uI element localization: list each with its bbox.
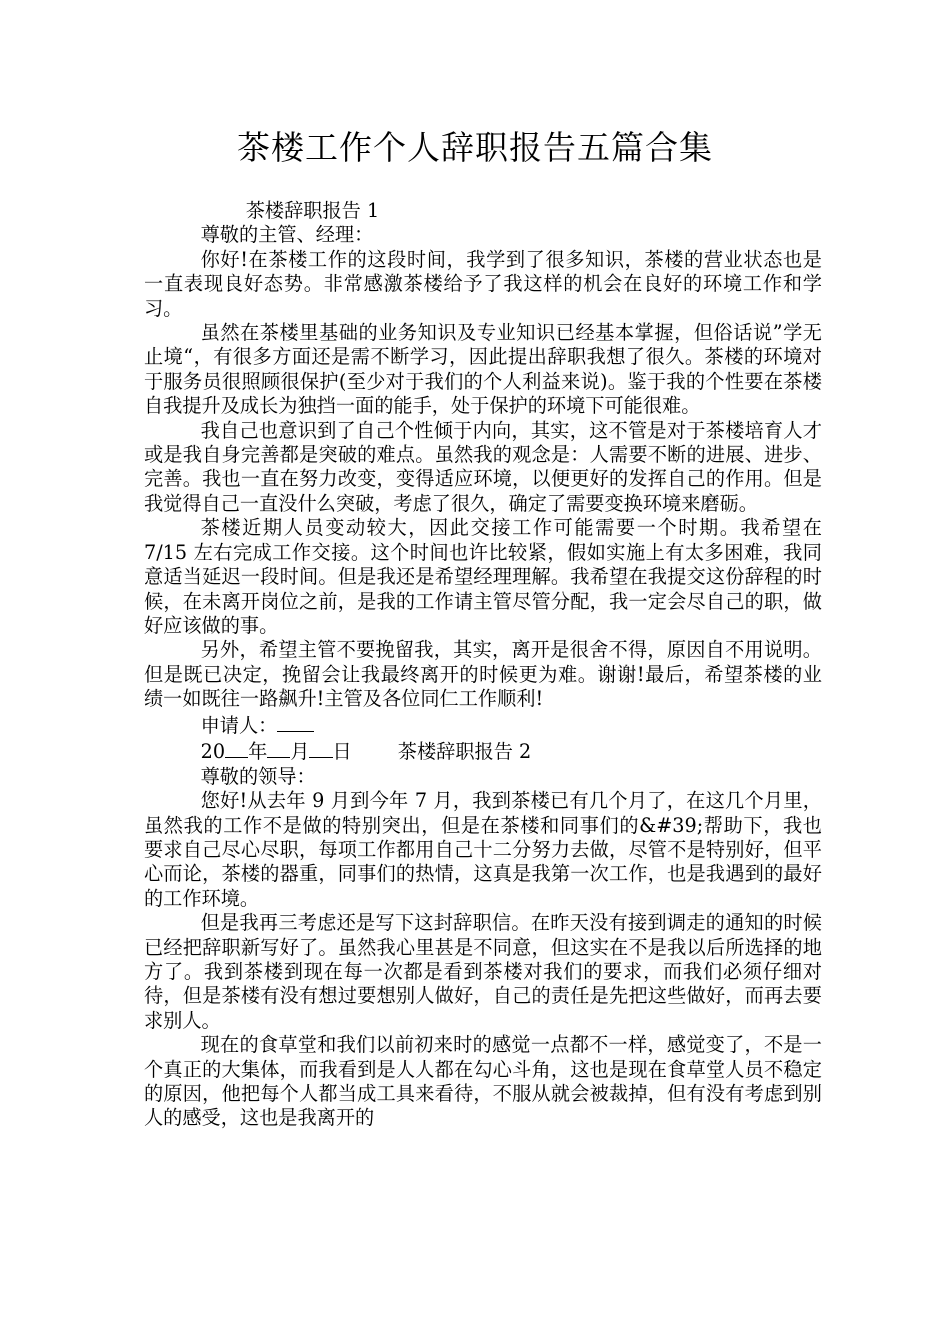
report1-paragraph-1: 你好!在茶楼工作的这段时间，我学到了很多知识，茶楼的营业状态也是一直表现良好态势。非常感激茶楼给予了我这样的机会在良好的环境工作和学习。 <box>144 247 822 320</box>
report1-salutation: 尊敬的主管、经理： <box>200 223 374 247</box>
report2-paragraph-2: 但是我再三考虑还是写下这封辞职信。在昨天没有接到调走的通知的时候已经把辞职新写好了。虽然我心里甚是不同意，但这实在不是我以后所选择的地方了。我到茶楼到现在每一次都是看到茶楼对我们的要求，而我们必须仔细对待，但是茶楼有没有想过要想别人做好，自己的责任是先把这些做好，而再去要求别人。 <box>144 911 822 1032</box>
applicant-blank <box>277 712 313 732</box>
report2-salutation: 尊敬的领导： <box>200 764 316 788</box>
report1-paragraph-2: 虽然在茶楼里基础的业务知识及专业知识已经基本掌握，但俗话说”学无止境“，有很多方面还是需不断学习，因此提出辞职我想了很久。茶楼的环境对于服务员很照顾很保护(至少对于我们的个人利益来说)。鉴于我的个性要在茶楼自我提升及成长为独挡一面的能手，处于保护的环境下可能很难。 <box>144 321 822 418</box>
date-year-label: 年 <box>248 740 268 764</box>
applicant-label: 申请人： <box>200 713 278 737</box>
report2-paragraph-1: 您好!从去年 9 月到今年 7 月，我到茶楼已有几个月了，在这几个月里，虽然我的工作不是做的特别突出，但是在茶楼和同事们的&#39;帮助下，我也要求自己尽心尽职，每项工作都用自己十二分努力去做，尽管不是特别好，但平心而论，茶楼的器重，同事们的热情，这真是我第一次工作，也是我遇到的最好的工作环境。 <box>144 789 822 910</box>
report1-paragraph-3: 我自己也意识到了自己个性倾于内向，其实，这不管是对于茶楼培育人才或是我自身完善都是突破的难点。虽然我的观念是：人需要不断的进展、进步、完善。我也一直在努力改变，变得适应环境，以便更好的发挥自己的作用。但是我觉得自己一直没什么突破，考虑了很久，确定了需要变换环境来磨砺。 <box>144 418 822 515</box>
date-day-blank <box>309 738 332 758</box>
date-year-prefix: 20 <box>200 740 226 764</box>
document-body <box>144 199 822 1131</box>
applicant-line <box>144 712 822 739</box>
report2-heading: 茶楼辞职报告 2 <box>397 740 532 764</box>
date-month-blank <box>267 738 290 758</box>
date-year-blank <box>225 738 248 758</box>
date-month-label: 月 <box>290 740 310 764</box>
report2-paragraph-3: 现在的食草堂和我们以前初来时的感觉一点都不一样，感觉变了，不是一个真正的大集体，而我看到是人人都在勾心斗角，这也是现在食草堂人员不稳定的原因，他把每个人都当成工具来看待，不服从就会被裁掉，但有没有考虑到别人的感受，这也是我离开的 <box>144 1033 822 1130</box>
document-title: 茶楼工作个人辞职报告五篇合集 <box>237 128 713 167</box>
date-day-label: 日 <box>332 740 352 764</box>
report1-paragraph-4: 茶楼近期人员变动较大，因此交接工作可能需要一个时期。我希望在 7/15 左右完成工作交接。这个时间也许比较紧，假如实施上有太多困难，我同意适当延迟一段时间。但是我还是希望经理理解。我希望在我提交这份辞程的时候，在未离开岗位之前，是我的工作请主管尽管分配，我一定会尽自己的职，做好应该做的事。 <box>144 516 822 637</box>
report1-heading: 茶楼辞职报告 1 <box>245 199 380 222</box>
report1-paragraph-5: 另外，希望主管不要挽留我，其实，离开是很舍不得，原因自不用说明。但是既已决定，挽留会让我最终离开的时候更为难。谢谢!最后，希望茶楼的业绩一如既往一路飙升!主管及各位同仁工作顺利! <box>144 638 822 711</box>
date-line <box>144 738 822 765</box>
